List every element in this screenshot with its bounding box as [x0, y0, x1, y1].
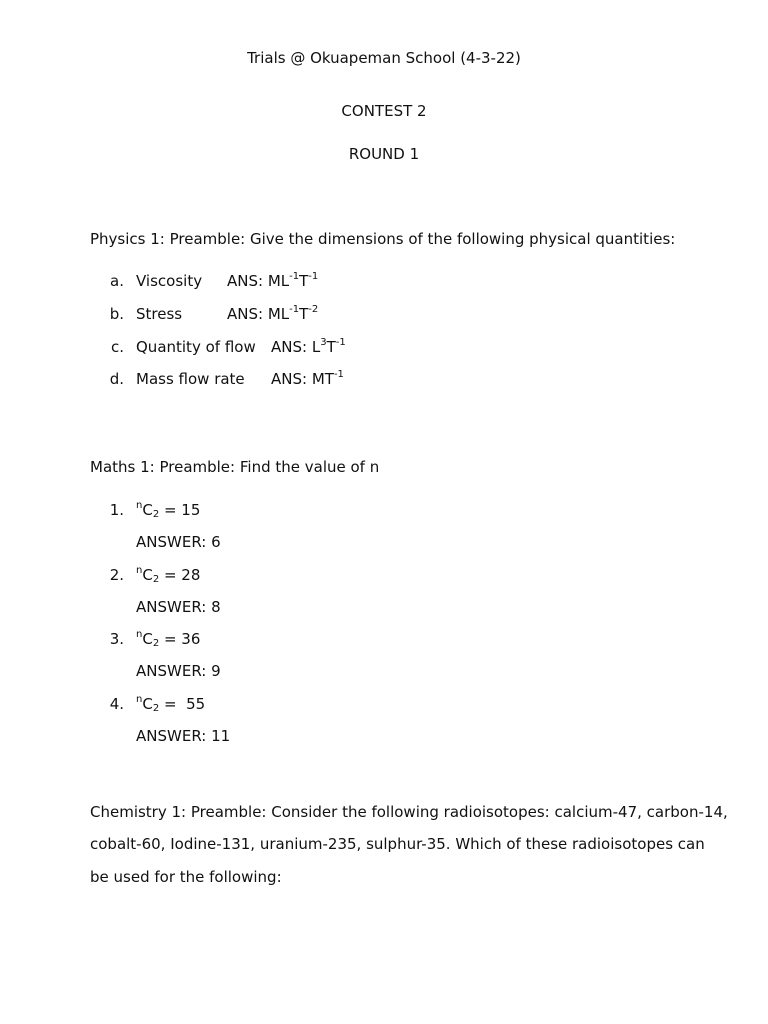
quantity-term: Stress — [136, 305, 183, 323]
equation: $^nC_2 = 28$ — [136, 565, 201, 585]
maths-preamble: Maths 1: Preamble: Find the value of n — [90, 458, 380, 476]
contest-heading: CONTEST 2 — [341, 102, 427, 120]
answer-text: ANSWER: 8 — [136, 598, 221, 616]
dimension-answer: ANS: $MT^{-1}$ — [271, 369, 344, 388]
chemistry-preamble-line-3: be used for the following: — [90, 868, 282, 886]
equation: $^nC_2 = 55$ — [136, 694, 206, 714]
quantity-term: Viscosity — [136, 272, 203, 290]
list-marker: a. — [110, 272, 124, 290]
quantity-term: Quantity of flow — [136, 338, 256, 356]
quantity-term: Mass flow rate — [136, 370, 245, 388]
answer-text: ANSWER: 9 — [136, 662, 221, 680]
physics-preamble: Physics 1: Preamble: Give the dimensions of the following physical quantities: — [90, 230, 676, 248]
dimension-answer: ANS: $L^3T^{-1}$ — [271, 337, 346, 356]
list-marker: 1. — [109, 501, 124, 519]
list-marker: 3. — [109, 630, 124, 648]
equation: $^nC_2 = 15$ — [136, 500, 201, 520]
equation: $^nC_2 = 36$ — [136, 629, 201, 649]
list-marker: b. — [109, 305, 124, 323]
document-title: Trials @ Okuapeman School (4-3-22) — [247, 49, 521, 67]
dimension-answer: ANS: $ML^{-1}T^{-2}$ — [227, 304, 319, 323]
dimension-answer: ANS: $ML^{-1}T^{-1}$ — [227, 271, 319, 290]
list-marker: d. — [109, 370, 124, 388]
answer-text: ANSWER: 11 — [136, 727, 231, 745]
list-marker: c. — [110, 338, 124, 356]
chemistry-preamble-line-2: cobalt-60, Iodine-131, uranium-235, sulphur-35. Which of these radioisotopes can — [90, 835, 705, 853]
round-heading: ROUND 1 — [348, 145, 420, 163]
chemistry-preamble-line-1: Chemistry 1: Preamble: Consider the following radioisotopes: calcium-47, carbon-14, — [90, 803, 728, 821]
list-marker: 2. — [109, 566, 124, 584]
list-marker: 4. — [109, 695, 124, 713]
answer-text: ANSWER: 6 — [136, 533, 221, 551]
